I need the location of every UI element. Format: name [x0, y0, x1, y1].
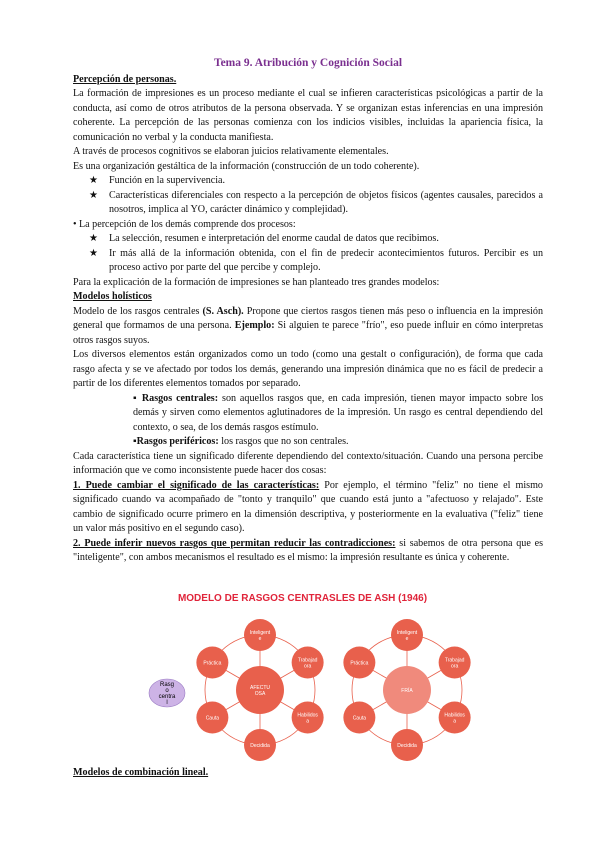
- list-item-central-traits: ▪ Rasgos centrales: son aquellos rasgos que, en cada impresión, tienen mayor impacto sobre los demás y sirven como elementos aglutinadores de la impresión. Un rasgo es central dependiendo del contexto, o sea, de los demás rasgos estímulo.: [133, 392, 544, 433]
- list-item-peripheral-traits: ▪Rasgos periféricos: los rasgos que no son centrales.: [133, 436, 349, 447]
- node-label: Práctica: [203, 660, 222, 667]
- section-heading-perception: Percepción de personas.: [73, 73, 177, 85]
- bullet-icon: •: [73, 218, 77, 230]
- node-label: Inteligent e: [249, 630, 271, 642]
- node-label: AFECTU OSA: [250, 685, 270, 697]
- list-item: ★ Ir más allá de la información obtenida, con el fin de predecir acontecimientos futuros. Percibir es un proceso activo por parte del que percibe y complejo.: [89, 247, 543, 273]
- paragraph: Los diversos elementos están organizados como un todo (como una gestalt o configuración), de forma que cada rasgo afecta y se ve afectado por todos los demás, generando una impresión dinámica que no es fácil de predecir a partir de los diferentes elementos tomados por separado.: [73, 349, 543, 389]
- list-item: ★ Función en la supervivencia.: [73, 174, 543, 189]
- paragraph: 2. Puede inferir nuevos rasgos que permitan reducir las contradicciones: si sabemos de otra persona que es "inteligente", con ambos mecanismos el resultado es el mismo: la impresión resultante es única y coherente.: [73, 537, 543, 563]
- node-label: Habilidos a: [444, 712, 465, 725]
- paragraph: 1. Puede cambiar el significado de las características: Por ejemplo, el término "feliz" no tiene el mismo significado cuando va acompañado de "tonto y tranquilo" que cuando está junto a "afectuoso y relajado". Este cambio de significado ocurre primero en la dimensión descriptiva, y posteriormente en la evaluativa ("feliz" tiene un valor más positivo en el segundo caso).: [73, 479, 543, 534]
- node-label: Cauta: [205, 715, 220, 722]
- bullet-icon: ▪: [133, 392, 142, 404]
- node-label: Rasg o centra l: [158, 682, 176, 706]
- node-label: Trabajad ora: [297, 657, 318, 670]
- node-label: Inteligent e: [396, 630, 418, 642]
- paragraph: Es una organización gestáltica de la información (construcción de un todo coherente).: [73, 160, 420, 172]
- figure-title: MODELO DE RASGOS CENTRASLES DE ASH (1946): [177, 593, 428, 604]
- document-body: [73, 56, 543, 566]
- node-label: FRÍA: [401, 688, 413, 694]
- node-label: Habilidos a: [297, 712, 318, 725]
- section-heading-holistic: Modelos holísticos: [73, 291, 152, 302]
- paragraph: Modelo de los rasgos centrales (S. Asch). Propone que ciertos rasgos tienen más peso o influencia en la impresión general que formamos de una persona. Ejemplo: Si alguien te parece "frío", eso puede influir en cómo interpretas otros rasgos suyos.: [73, 305, 543, 346]
- star-bullet-icon: ★: [89, 233, 99, 244]
- star-bullet-icon: ★: [89, 189, 99, 201]
- paragraph: Cada característica tiene un significado diferente dependiendo del contexto/situación. Cuando una persona percibe información que ve como inconsistente puede hacer dos cosas:: [73, 450, 543, 476]
- section-heading-linear: Modelos de combinación lineal.: [73, 767, 209, 778]
- right-diagram: [343, 619, 470, 761]
- star-bullet-icon: ★: [89, 175, 99, 186]
- side-node-group: [149, 679, 185, 707]
- page-title: Tema 9. Atribución y Cognición Social: [213, 57, 403, 69]
- node-label: Decidida: [397, 743, 417, 749]
- node-label: Decidida: [250, 743, 270, 749]
- left-diagram: [196, 619, 323, 761]
- paragraph: La formación de impresiones es un proceso mediante el cual se infieren características psicológicas a partir de la conducta, así como de otros atributos de la persona observada. Y se organizan estas inferencias en una impresión coherente. La percepción de las personas comienza con los indicios visibles, incluidas la apariencia física, la comunicación no verbal y la conducta manifiesta.: [73, 88, 543, 143]
- bullet-icon: ▪: [133, 436, 137, 447]
- paragraph: A través de procesos cognitivos se elaboran juicios relativamente elementales.: [73, 146, 389, 157]
- paragraph: Para la explicación de la formación de impresiones se han planteado tres grandes modelos:: [73, 276, 440, 288]
- figure-diagram: [145, 587, 465, 762]
- star-bullet-icon: ★: [89, 247, 99, 259]
- list-item: ★ Características diferenciales con respecto a la percepción de objetos físicos (agentes causales, parecidos a nosotros, implica al YO, carácter dinámico y complejidad).: [89, 189, 543, 215]
- node-label: Práctica: [350, 660, 369, 667]
- list-item: • La percepción de los demás comprende dos procesos:: [73, 218, 543, 233]
- asch-model-figure: [145, 587, 465, 762]
- list-item: ★ La selección, resumen e interpretación del enorme caudal de datos que recibimos.: [73, 232, 543, 247]
- node-label: Cauta: [352, 715, 367, 722]
- node-label: Trabajad ora: [444, 657, 465, 670]
